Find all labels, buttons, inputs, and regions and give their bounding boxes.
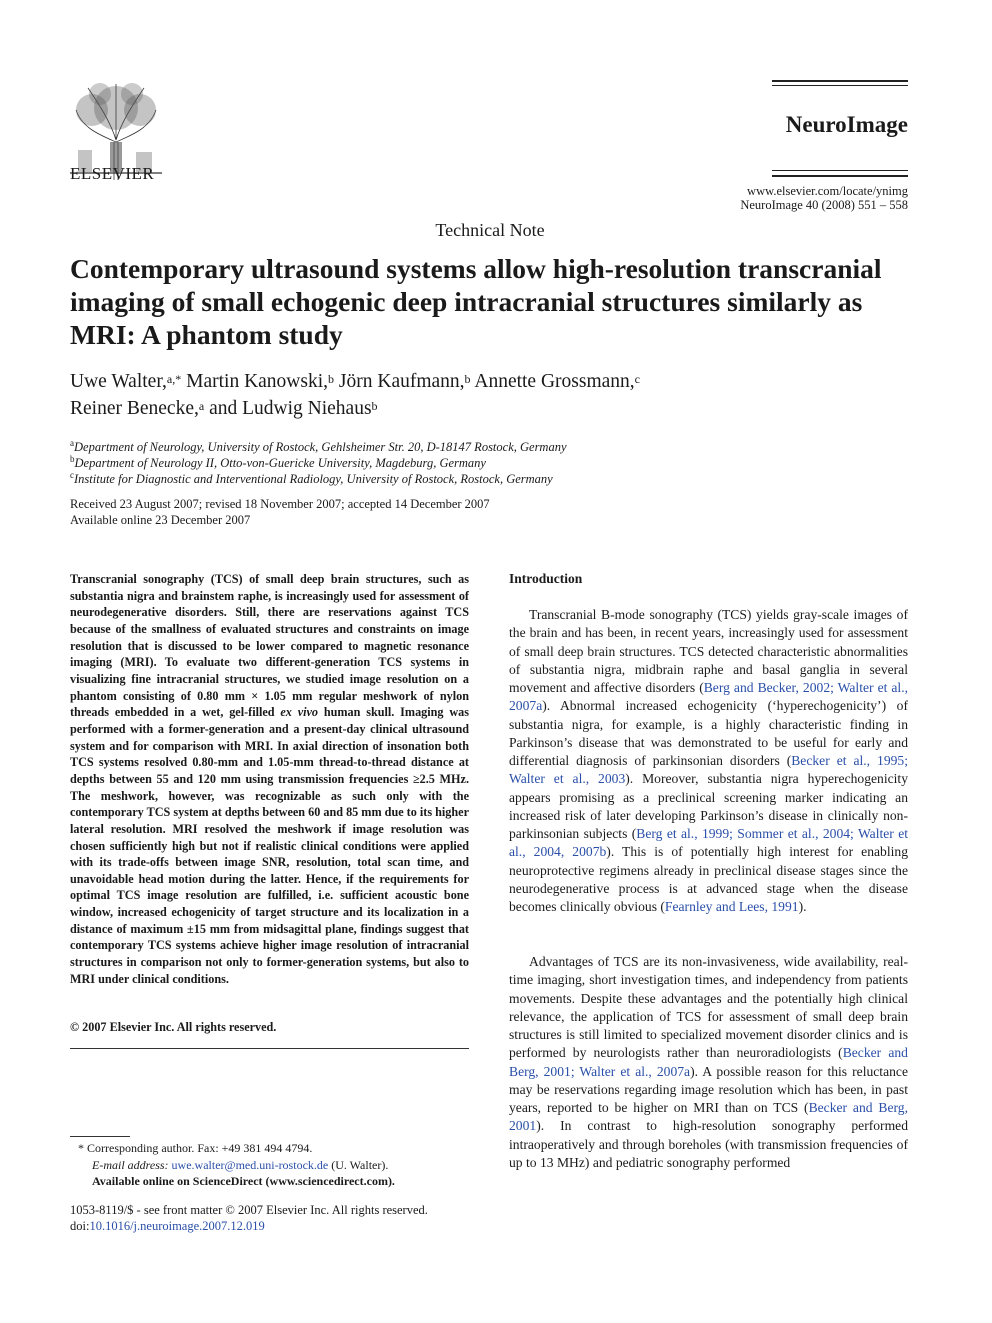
citation-link[interactable]: Becker and Berg, 2001: [509, 1100, 908, 1134]
paragraph-text: ). Abnormal increased echogenicity (‘hyperechogenicity’) of substantia nigra, for example, is a highly characteristic finding in Parkinson’s disease that was demonstrated to be useful for early and differential diagnosis of parkinsonian disorders (: [509, 698, 908, 768]
email-link[interactable]: uwe.walter@med.uni-rostock.de: [171, 1158, 329, 1172]
header-rule: [772, 80, 908, 82]
citation-link[interactable]: Berg et al., 1999; Sommer et al., 2004; Walter et al., 2004, 2007b: [509, 826, 909, 860]
affiliation: [70, 454, 486, 471]
email-note: [92, 1158, 388, 1173]
journal-citation: NeuroImage 40 (2008) 551 – 558: [740, 198, 908, 212]
affiliation-text: Institute for Diagnostic and Interventional Radiology, University of Rostock, Rostock, Germany: [74, 472, 553, 487]
author-name: and Ludwig Niehaus: [209, 398, 372, 419]
section-heading-introduction: Introduction: [509, 571, 583, 586]
received-dates: Received 23 August 2007; revised 18 November 2007; accepted 14 December 2007: [70, 497, 490, 511]
affiliation-label: b: [70, 454, 75, 464]
abstract-divider: [70, 1048, 469, 1049]
citation-link[interactable]: Becker et al., 1995; Walter et al., 2003: [509, 753, 909, 787]
header-rule: [772, 170, 908, 171]
abstract-text: human skull. Imaging was performed with a former-generation and a present-day clinical ultrasound system and for comparison with MRI. In axial direction of insonation both TCS systems resolved 0.80-mm and 1.05-mm thread-to-thread distance at depths between 55 and 120 mm using transmission frequencies ≥2.5 MHz. The meshwork, however, was recognizable as such only with the contemporary TCS system at depths between 60 and 85 mm due to its higher lateral resolution. MRI resolved the meshwork if image resolution was chosen sufficiently high but not if realistic clinical conditions were applied with its trade-offs between image SNR, resolution, total scan time, and unavoidable head motion during the latter. Hence, if the requirements for optimal TCS image resolution are fulfilled, i.e. sufficient acoustic bone window, increased echogenicity of target structure and its localization in a distance of maximum ±15 mm from midsagittal plane, findings suggest that contemporary TCS systems achieve higher image resolution of intracranial structures in comparison not only to former-generation systems, but also to MRI under clinical conditions.: [70, 705, 469, 986]
author-list: [70, 368, 920, 422]
sciencedirect-note: Available online on ScienceDirect (www.sciencedirect.com).: [92, 1174, 395, 1188]
introduction-paragraph: [509, 606, 908, 916]
author-name: Jörn Kaufmann,: [338, 371, 465, 392]
author-affiliation-marker[interactable]: a,*: [166, 372, 182, 386]
author-affiliation-marker[interactable]: a: [198, 399, 205, 413]
paragraph-text: Transcranial B-mode sonography (TCS) yields gray-scale images of the brain and has been, in recent years, increasingly used for assessment of small deep brain structures. TCS detected characteristic abnormalities of substantia nigra, midbrain raphe and basal ganglia in several movement and affective disorders (: [509, 607, 908, 695]
citation-link[interactable]: Berg and Becker, 2002; Walter et al., 2007a: [509, 680, 908, 714]
article-title: Contemporary ultrasound systems allow high-resolution transcranial imaging of small echogenic deep intracranial structures similarly as MRI: A phantom study: [70, 253, 882, 350]
affiliation: [70, 470, 553, 487]
author-name: Uwe Walter,: [70, 371, 167, 392]
author-name: Reiner Benecke,: [70, 398, 199, 419]
doi-link[interactable]: 10.1016/j.neuroimage.2007.12.019: [89, 1219, 265, 1233]
author-name: Annette Grossmann,: [474, 371, 635, 392]
paragraph-text: Advantages of TCS are its non-invasiveness, wide availability, real-time imaging, short investigation times, and independency from patients movements. Despite these advantages and the potentially high clinical relevance, the application of TCS for assessment of small deep brain structures is still limited to specialized movement disorder clinics and is performed by neurologists rather than neuroradiologists (: [509, 954, 908, 1061]
header-rule: [772, 85, 908, 86]
paragraph-text: ).: [798, 899, 807, 914]
doi-prefix: doi:: [70, 1219, 90, 1233]
paragraph-text: ). Moreover, substantia nigra hyperechogenicity appears promising as a preclinical screening marker indicating an increased risk of later developing Parkinson’s disease in clinically non-parkinsonian subjects (: [509, 771, 908, 841]
issn-line: 1053-8119/$ - see front matter © 2007 Elsevier Inc. All rights reserved.: [70, 1203, 428, 1217]
header-rule: [772, 175, 908, 177]
abstract: [70, 571, 469, 987]
abstract-text: Transcranial sonography (TCS) of small deep brain structures, such as substantia nigra and brainstem raphe, is increasingly used for assessment of neurodegenerative disorders. Still, there are reservations against TCS because of the smallness of evaluated structures and constraints on image resolution that is discussed to be lower compared to magnetic resonance imaging (MRI). To evaluate two different-generation TCS systems in visualizing fine intracranial structures, we studied image resolution on a phantom consisting of 0.80 mm × 1.05 mm regular meshwork of nylon threads embedded in a wet, gel-filled: [70, 572, 469, 720]
affiliation-text: Department of Neurology II, Otto-von-Guericke University, Magdeburg, Germany: [74, 456, 486, 471]
available-online-date: Available online 23 December 2007: [70, 513, 251, 527]
footnote-divider: [70, 1136, 130, 1137]
author-affiliation-marker[interactable]: b: [464, 372, 471, 386]
affiliation-text: Department of Neurology, University of Rostock, Gehlsheimer Str. 20, D-18147 Rostock, Germany: [74, 440, 567, 455]
author-affiliation-marker[interactable]: b: [371, 399, 378, 413]
author-affiliation-marker[interactable]: c: [634, 372, 640, 386]
publisher-name: ELSEVIER: [70, 164, 155, 183]
author-affiliation-marker[interactable]: b: [328, 372, 335, 386]
email-label: E-mail address:: [92, 1158, 169, 1172]
author-name: Martin Kanowski,: [186, 371, 329, 392]
email-suffix: (U. Walter).: [328, 1158, 389, 1172]
journal-title: NeuroImage: [785, 112, 908, 137]
paragraph-text: ). In contrast to high-resolution sonography performed intraoperatively and through boreholes (with transmission frequencies of up to 13 MHz) and pediatric sonography performed: [509, 1118, 908, 1170]
affiliation-label: c: [70, 470, 74, 480]
affiliation: [70, 438, 567, 455]
citation-link[interactable]: Fearnley and Lees, 1991: [664, 899, 799, 914]
paragraph-text: ). This is of potentially high interest for enabling neuroprotective regimens already in preclinical disease stages since the neurodegenerative process is at advanced stage when the disease becomes clinically obvious (: [509, 844, 908, 914]
abstract-copyright: © 2007 Elsevier Inc. All rights reserved.: [70, 1020, 277, 1034]
doi-line: [70, 1219, 265, 1234]
introduction-paragraph: [509, 953, 908, 1172]
affiliation-label: a: [70, 438, 74, 448]
journal-url[interactable]: www.elsevier.com/locate/ynimg: [747, 184, 908, 198]
citation-link[interactable]: Becker and Berg, 2001; Walter et al., 2007a: [509, 1045, 908, 1079]
corresponding-author-note: * Corresponding author. Fax: +49 381 494 4794.: [78, 1141, 313, 1155]
abstract-emphasis: ex vivo: [280, 705, 319, 720]
article-type: Technical Note: [435, 220, 545, 240]
paragraph-text: ). A possible reason for this reluctance may be reservations regarding image resolution which has been, in past years, reported to be higher on MRI than on TCS (: [509, 1063, 908, 1115]
